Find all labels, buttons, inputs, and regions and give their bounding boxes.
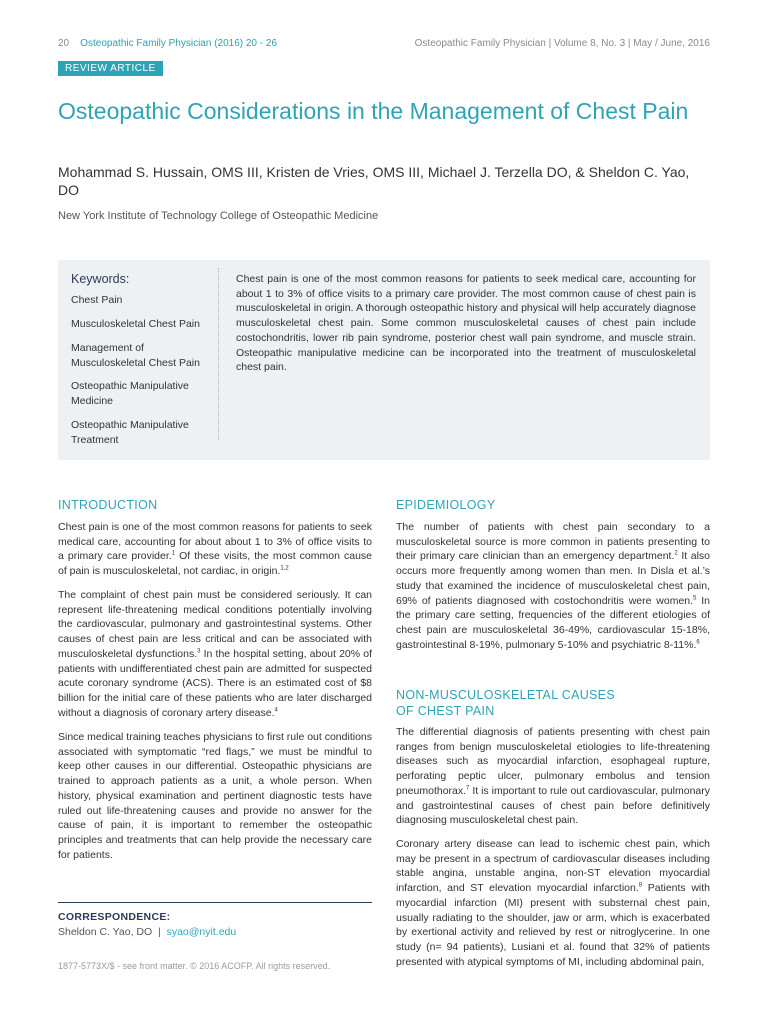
- paragraph: The differential diagnosis of patients presenting with chest pain ranges from benign musculoskeletal etiologies to life-threatening diseases such as myocardial infarction, esophageal rupture, perforating peptic ulcer, pulmonary embolus and tension pneumothorax.$^7$ It is important to rule out cardiovascular, pulmonary and gastrointestinal causes of chest pain before definitively diagnosing musculoskeletal chest pain.: [396, 726, 710, 827]
- citation-ref: 8: [638, 882, 643, 889]
- paragraph: Chest pain is one of the most common reasons for patients to seek medical care, accounting for about about 1 to 3% of office visits to a primary care provider.$^1$ Of these visits, the most common cause of pain is musculoskeletal, not cardiac, in origin.$^{1,2}$: [58, 521, 372, 578]
- paragraph: Coronary artery disease can lead to ischemic chest pain, which may be present in a spectrum of cardiovascular diseases including stable angina, unstable angina, non-ST elevation myocardial infarction, and ST elevation myocardial infarction.$^8$ Patients with myocardial infarction (MI) present with substernal chest pain, usually radiating to the shoulder, jaw or arm, which is exacerbated by exertional activity and relieved by rest or nitroglycerine. In one study (n= 94 patients), Lusiani et al. found that 32% of patients presented with atypical symptoms of MI, including abdominal pain,: [396, 838, 710, 968]
- citation-ref: 1,2: [280, 565, 289, 572]
- copyright-footer: 1877-5773X/$ - see front matter. © 2016 ACOFP. All rights reserved.: [58, 961, 331, 971]
- journal-citation: Osteopathic Family Physician (2016) 20 - 26: [80, 38, 278, 49]
- citation-ref: 2: [674, 550, 678, 557]
- correspondence-name: Sheldon C. Yao, DO: [58, 926, 153, 938]
- section-heading-non-musculoskeletal: NON-MUSCULOSKELETAL CAUSES OF CHEST PAIN: [396, 688, 615, 718]
- running-head-left: [58, 38, 277, 49]
- keywords-heading: Keywords:: [71, 272, 130, 286]
- correspondence-rule: [58, 902, 372, 903]
- article-type-badge: REVIEW ARTICLE: [58, 61, 163, 76]
- author-list: Mohammad S. Hussain, OMS III, Kristen de Vries, OMS III, Michael J. Terzella DO, & Sheldon C. Yao, DO: [58, 164, 690, 198]
- section-heading-epidemiology: EPIDEMIOLOGY: [396, 498, 496, 512]
- correspondence-details: [58, 926, 236, 938]
- citation-ref: 7: [466, 785, 470, 792]
- affiliation: New York Institute of Technology College of Osteopathic Medicine: [58, 210, 379, 222]
- paragraph: Since medical training teaches physicians to first rule out conditions associated with symptomatic “red flags,” we must be mindful to keep other causes in our differential. Osteopathic physicians are trained to approach patients as a unit, a whole person. When history, physical examination and pertinent diagnostic tests have ruled out life-threatening causes and provide no answer for the cause of pain, it is important to remember the osteopathic principles and treatments that can help provide the necessary care for patients.: [58, 731, 372, 861]
- page-number: 20: [58, 38, 70, 49]
- abstract-box: [58, 260, 710, 460]
- abstract-text: Chest pain is one of the most common reasons for patients to seek medical care, accounting for about 1 to 3% of office visits to a primary care provider. The most common cause of chest pain is musculoskeletal in origin. A thorough osteopathic history and physical will help accurately diagnose musculoskeletal chest pain. Some common musculoskeletal causes of chest pain include costochondritis, lower rib pain syndrome, posterior chest wall pain syndrome, and muscle strain. Osteopathic manipulative medicine can be incorporated into the treatment of musculoskeletal chest pain.: [236, 273, 696, 374]
- keyword-item: Osteopathic Manipulative Medicine: [71, 380, 189, 407]
- correspondence-email[interactable]: syao@nyit.edu: [166, 926, 237, 938]
- keyword-item: Management of Musculoskeletal Chest Pain: [71, 342, 200, 369]
- section-heading-introduction: INTRODUCTION: [58, 498, 158, 512]
- citation-ref: 5: [693, 595, 697, 602]
- keyword-item: Chest Pain: [71, 294, 123, 306]
- citation-ref: 3: [197, 648, 201, 655]
- keyword-item: Musculoskeletal Chest Pain: [71, 318, 200, 330]
- keywords-divider: [218, 268, 219, 440]
- article-title: Osteopathic Considerations in the Management of Chest Pain: [58, 98, 689, 124]
- correspondence-heading: CORRESPONDENCE:: [58, 911, 171, 923]
- citation-ref: 6: [696, 639, 700, 646]
- citation-ref: 4: [274, 707, 278, 714]
- running-head-right: Osteopathic Family Physician | Volume 8, No. 3 | May / June, 2016: [414, 38, 710, 49]
- separator: |: [158, 926, 161, 938]
- citation-ref: 1: [171, 550, 176, 557]
- paragraph: The complaint of chest pain must be considered seriously. It can represent life-threatening medical conditions potentially involving the cardiovascular, pulmonary and gastrointestinal systems. Other causes of chest pain are less critical and can be associated with musculoskeletal dysfunctions.$^3$ In the hospital setting, about 20% of patients with undifferentiated chest pain are admitted for suspected acute coronary syndrome (ACS). There is an estimated cost of $8 billion for the initial care of these patients who are later discharged without a diagnosis of coronary artery disease.$^4$: [58, 589, 372, 719]
- keyword-item: Osteopathic Manipulative Treatment: [71, 419, 189, 446]
- paragraph: The number of patients with chest pain secondary to a musculoskeletal source is more common in patients presenting to their primary care clinician than an emergency department.$^2$ It also occurs more frequently among women than men. In Disla et al.’s study that examined the incidence of musculoskeletal chest pain, 69% of patients diagnosed with costochondritis were women.$^5$ In the primary care setting, frequencies of the different etiologies of chest pain are musculoskeletal 36-49%, cardiovascular 15-18%, gastrointestinal 8-19%, pulmonary 5-10% and psychiatric 8-11%.$^6$: [396, 521, 710, 651]
